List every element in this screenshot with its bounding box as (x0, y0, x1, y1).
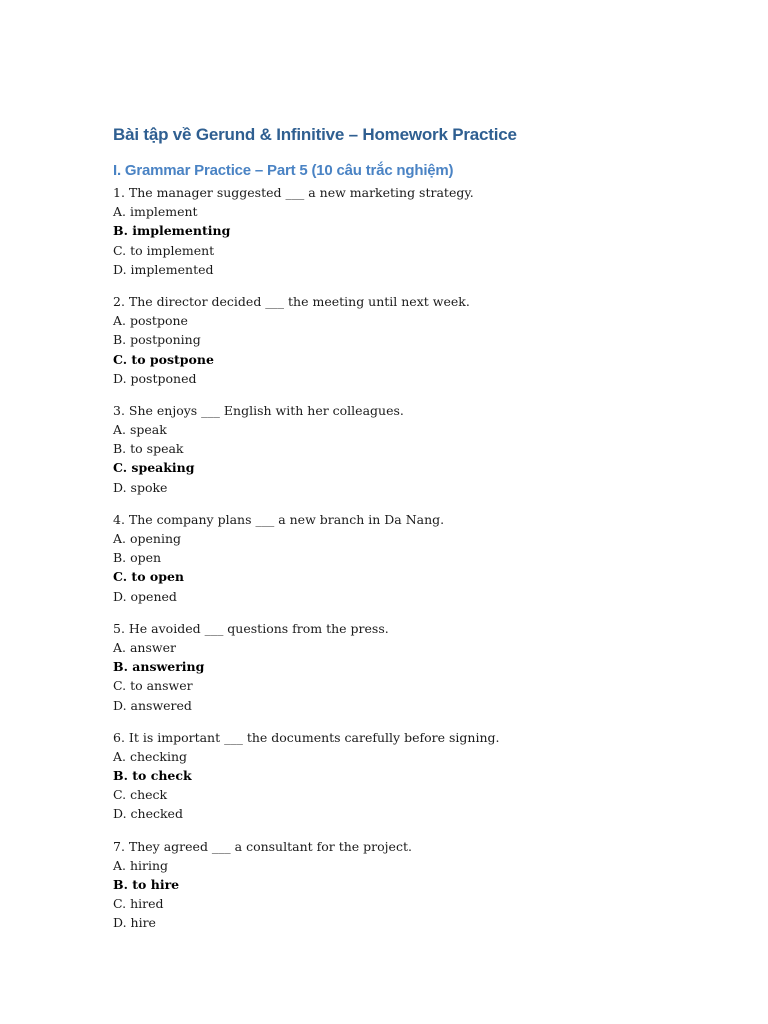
answer-option: A. speak (113, 422, 167, 438)
question-block (113, 837, 713, 933)
question-stem: 3. She enjoys ___ English with her colleagues. (113, 402, 404, 418)
answer-option: C. to answer (113, 678, 193, 694)
answer-option: C. to implement (113, 242, 215, 258)
question-stem: 4. The company plans ___ a new branch in Da Nang. (113, 511, 445, 527)
answer-option: A. hiring (113, 857, 169, 873)
question-block (113, 183, 713, 279)
question-stem: 2. The director decided ___ the meeting until next week. (113, 293, 470, 309)
answer-option: D. checked (113, 806, 183, 822)
document-page (113, 122, 713, 946)
answer-option-correct: C. to open (113, 569, 185, 585)
answer-option: C. check (113, 787, 168, 803)
answer-option: D. postponed (113, 370, 197, 386)
question-block (113, 401, 713, 497)
answer-option-correct: B. implementing (113, 223, 231, 239)
answer-option: A. opening (113, 531, 181, 546)
answer-option: D. answered (113, 697, 192, 713)
answer-option: C. hired (113, 896, 164, 912)
answer-option: D. spoke (113, 479, 168, 495)
question-block (113, 292, 713, 388)
answer-option: D. opened (113, 588, 177, 604)
question-block (113, 619, 713, 715)
question-list (113, 183, 713, 933)
question-block (113, 728, 713, 824)
answer-option: A. checking (113, 748, 188, 764)
document-title: Bài tập về Gerund & Infinitive – Homework Practice (113, 125, 517, 144)
answer-option-correct: C. to postpone (113, 351, 214, 367)
answer-option: B. to speak (113, 441, 184, 457)
answer-option: B. open (113, 550, 162, 566)
answer-option: A. answer (113, 639, 176, 655)
answer-option-correct: B. to hire (113, 877, 180, 892)
answer-option: D. implemented (113, 261, 214, 277)
answer-option-correct: B. to check (113, 768, 192, 784)
section-title: I. Grammar Practice – Part 5 (10 câu trắc nghiệm) (113, 162, 454, 179)
question-stem: 5. He avoided ___ questions from the press. (113, 620, 389, 636)
question-stem: 1. The manager suggested ___ a new marketing strategy. (113, 185, 474, 200)
answer-option: A. postpone (113, 313, 188, 329)
answer-option: A. implement (113, 204, 198, 220)
question-stem: 7. They agreed ___ a consultant for the project. (113, 838, 412, 854)
question-block (113, 510, 713, 606)
answer-option: B. postponing (113, 332, 201, 348)
answer-option-correct: C. speaking (113, 460, 195, 476)
answer-option-correct: B. answering (113, 659, 205, 675)
question-stem: 6. It is important ___ the documents carefully before signing. (113, 729, 500, 745)
answer-option: D. hire (113, 915, 156, 931)
